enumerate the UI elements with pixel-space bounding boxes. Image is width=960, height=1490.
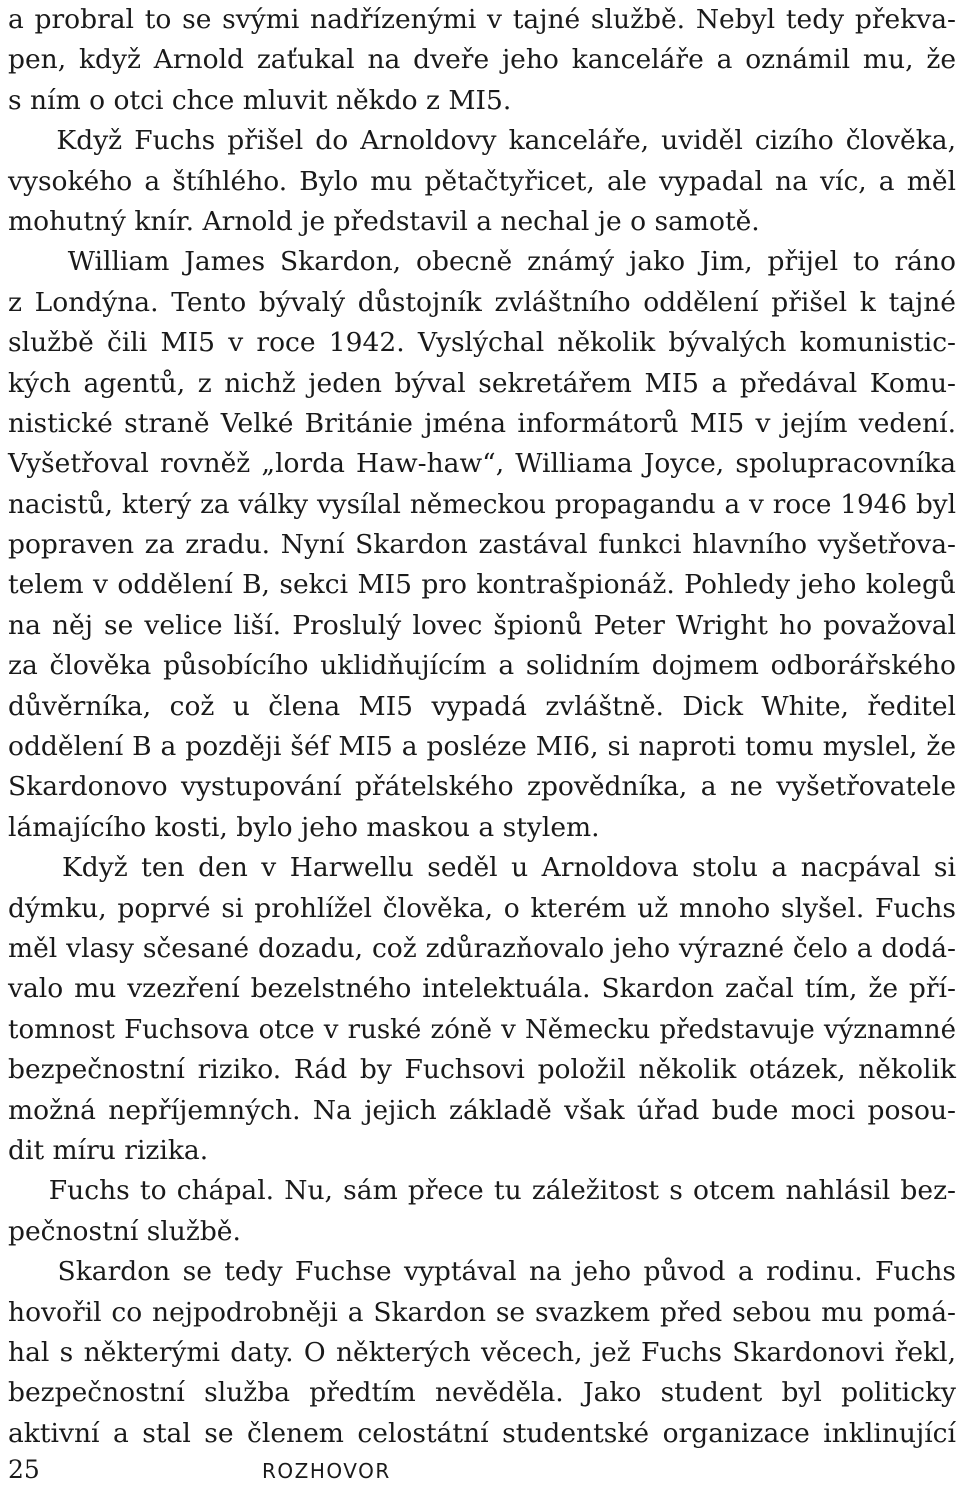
- text-line: možná nepříjemných. Na jejich základě však úřad bude moci posou-: [8, 1094, 956, 1126]
- text-line: mohutný knír. Arnold je představil a nechal je o samotě.: [8, 205, 760, 237]
- text-line: pen, když Arnold zaťukal na dveře jeho kanceláře a oznámil mu, že: [8, 44, 956, 76]
- text-line: Skardonovo vystupování přátelského zpovědníka, a ne vyšetřovatele: [8, 771, 956, 803]
- text-line: službě čili MI5 v roce 1942. Vyslýchal několik bývalých komunistic-: [8, 327, 956, 359]
- text-line: nacistů, který za války vysílal německou propagandu a v roce 1946 byl: [8, 489, 956, 520]
- text-line: pečnostní službě.: [8, 1215, 241, 1247]
- text-line: důvěrníka, což u člena MI5 vypadá zvláštně. Dick White, ředitel: [8, 690, 956, 722]
- text-line: na něj se velice liší. Proslulý lovec špionů Peter Wright ho považoval: [8, 609, 956, 641]
- text-line: kých agentů, z nichž jeden býval sekretářem MI5 a předával Komu-: [8, 367, 956, 399]
- text-line: dýmku, poprvé si prohlížel člověka, o kterém už mnoho slyšel. Fuchs: [8, 892, 956, 924]
- text-line: Fuchs to chápal. Nu, sám přece tu záležitost s otcem nahlásil bez-: [8, 1175, 956, 1207]
- page-number: 25: [8, 1455, 40, 1484]
- text-line: hal s některými daty. O některých věcech, jež Fuchs Skardonovi řekl,: [8, 1336, 956, 1368]
- text-line: Skardon se tedy Fuchse vyptával na jeho původ a rodinu. Fuchs: [8, 1256, 956, 1288]
- text-line: Když ten den v Harwellu seděl u Arnoldova stolu a nacpával si: [8, 852, 956, 884]
- text-line: oddělení B a později šéf MI5 a posléze MI6, si naproti tomu myslel, že: [8, 731, 956, 763]
- text-line: a probral to se svými nadřízenými v tajné službě. Nebyl tedy překva-: [8, 4, 956, 35]
- text-line: bezpečnostní riziko. Rád by Fuchsovi položil několik otázek, několik: [8, 1054, 956, 1086]
- text-line: dit míru rizika.: [8, 1134, 209, 1166]
- text-line: valo mu vzezření bezelstného intelektuála. Skardon začal tím, že pří-: [8, 973, 956, 1005]
- page-footer: [8, 1455, 956, 1485]
- text-line: William James Skardon, obecně známý jako Jim, přijel to ráno: [8, 246, 956, 278]
- text-line: vysokého a štíhlého. Bylo mu pětačtyřicet, ale vypadal na víc, a měl: [8, 165, 956, 197]
- text-line: hovořil co nejpodrobněji a Skardon se svazkem před sebou mu pomá-: [8, 1296, 956, 1328]
- text-line: lámajícího kosti, bylo jeho maskou a stylem.: [8, 811, 600, 843]
- body-text: [8, 0, 956, 1454]
- text-line: tomnost Fuchsova otce v ruské zóně v Německu představuje významné: [8, 1014, 956, 1045]
- text-line: za člověka působícího uklidňujícím a solidním dojmem odborářského: [8, 650, 956, 682]
- text-line: nistické straně Velké Británie jména informátorů MI5 v jejím vedení.: [8, 407, 956, 439]
- text-line: popraven za zradu. Nyní Skardon zastával funkci hlavního vyšetřova-: [8, 529, 956, 561]
- text-line: s ním o otci chce mluvit někdo z MI5.: [8, 84, 512, 116]
- text-line: telem v oddělení B, sekci MI5 pro kontrašpionáž. Pohledy jeho kolegů: [8, 569, 956, 601]
- text-line: bezpečnostní služba předtím nevěděla. Jako student byl politicky: [8, 1377, 956, 1409]
- text-line: aktivní a stal se členem celostátní studentské organizace inklinující: [8, 1417, 956, 1449]
- text-line: Když Fuchs přišel do Arnoldovy kanceláře, uviděl cizího člověka,: [8, 125, 956, 157]
- section-label: ROZHOVOR: [262, 1459, 391, 1483]
- text-line: z Londýna. Tento bývalý důstojník zvláštního oddělení přišel k tajné: [8, 286, 956, 318]
- text-line: měl vlasy sčesané dozadu, což zdůrazňovalo jeho výrazné čelo a dodá-: [8, 932, 956, 964]
- text-line: Vyšetřoval rovněž „lorda Haw-haw“, Williama Joyce, spolupracovníka: [8, 448, 956, 480]
